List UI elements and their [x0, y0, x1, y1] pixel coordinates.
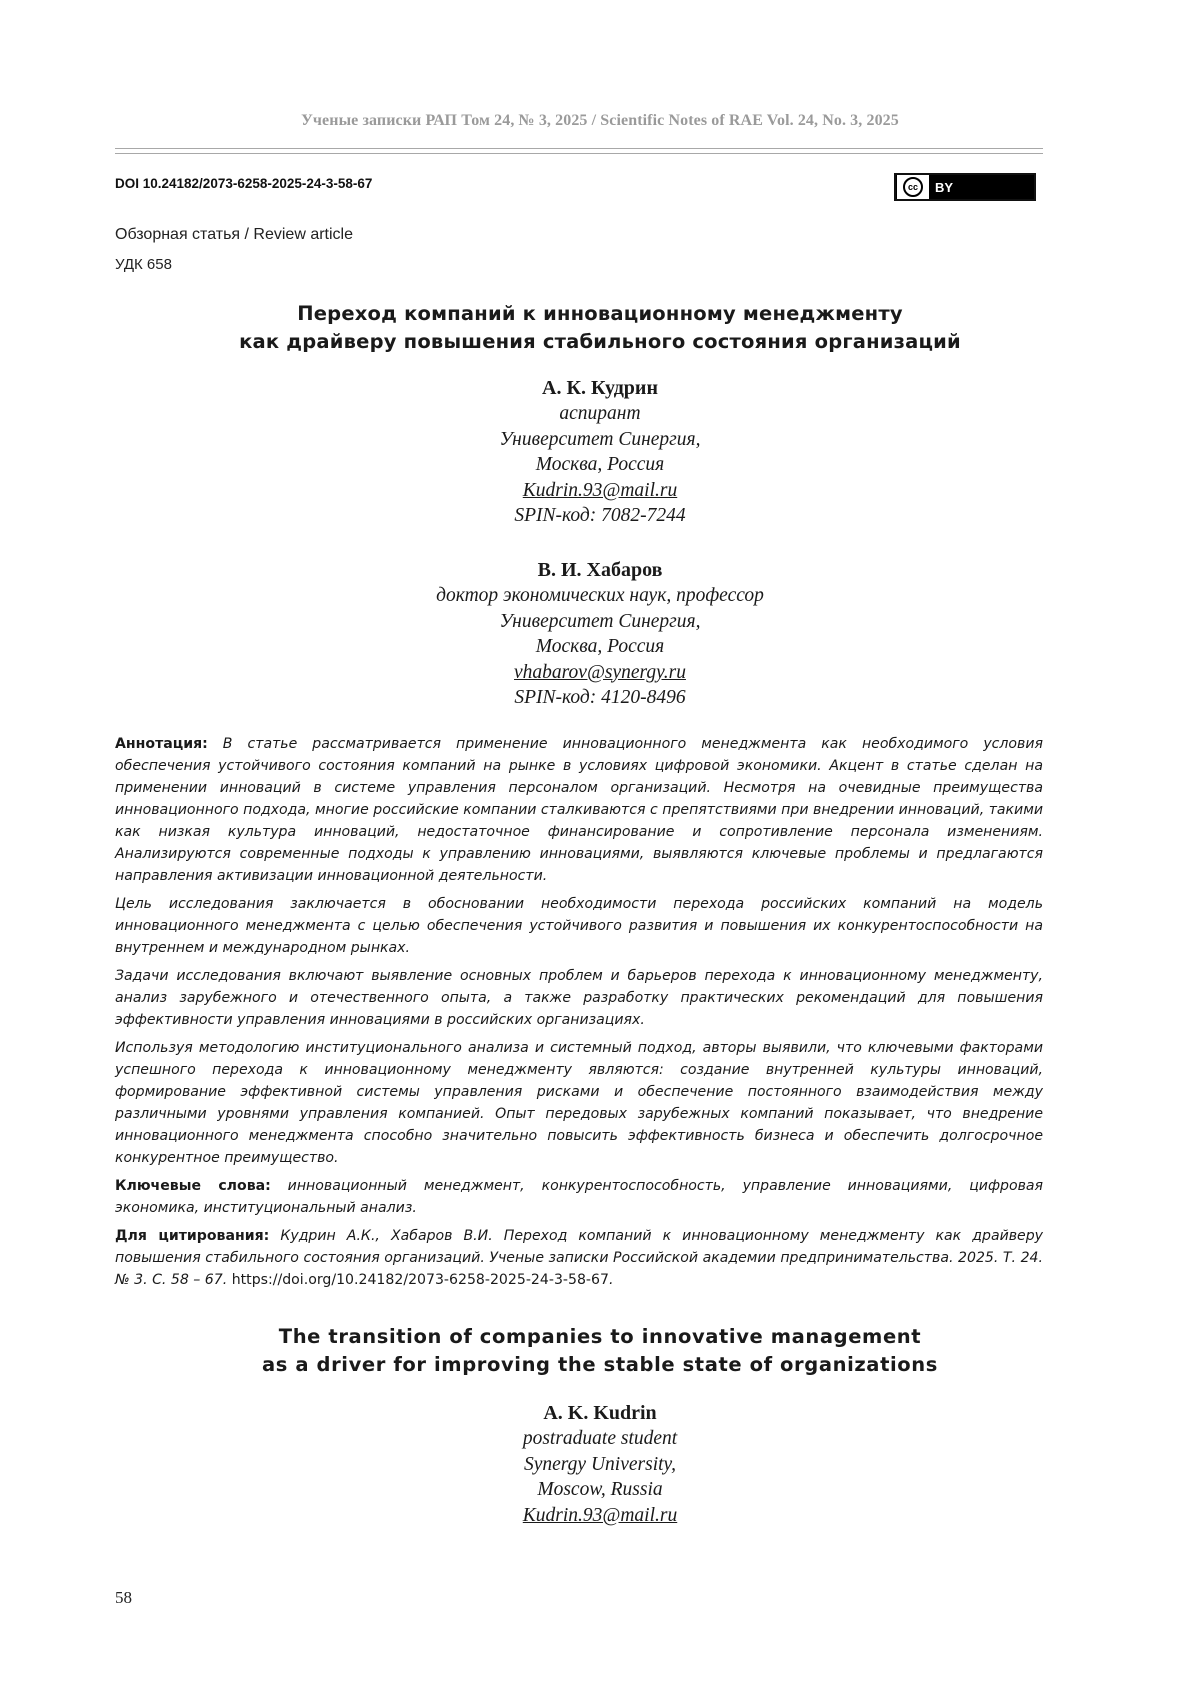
author-email-link[interactable]: Kudrin.93@mail.ru — [522, 1504, 678, 1526]
citation-paragraph — [115, 1225, 1043, 1291]
abstract-section — [115, 733, 1043, 1297]
article-type: Обзорная статья / Review article — [115, 226, 353, 243]
abstract-paragraph — [115, 733, 1043, 887]
header-rule-top — [115, 148, 1043, 149]
keywords-text: инновационный менеджмент, конкурентоспособность, управление инновациями, цифровая экономика, институциональный анализ. — [115, 1178, 1043, 1216]
author-position: доктор экономических наук, профессор — [436, 585, 764, 606]
abstract-goal: Цель исследования заключается в обосновании необходимости перехода российских компаний на модель инновационного менеджмента с целью обеспечения устойчивого развития и повышения их конкурентоспособности на внутреннем и международном рынках. — [115, 896, 1043, 956]
author-spin: SPIN-код: 7082-7244 — [514, 505, 686, 526]
title-en-line-1: The transition of companies to innovative management — [278, 1325, 922, 1348]
author-name: В. И. Хабаров — [537, 559, 663, 581]
author-name: A. K. Kudrin — [543, 1402, 657, 1424]
page-number: 58 — [115, 1588, 132, 1607]
author-spin: SPIN-код: 4120-8496 — [514, 687, 686, 708]
abstract-tasks: Задачи исследования включают выявление основных проблем и барьеров перехода к инновационному менеджменту, анализ зарубежного и отечественного опыта, а также разработку практических рекомендаций для повышения эффективности управления инновациями в российских организациях. — [115, 968, 1043, 1028]
cc-icon: cc — [897, 175, 929, 199]
author-block-1 — [0, 375, 1200, 529]
header-rule-bottom — [115, 153, 1043, 154]
author-city: Москва, Россия — [535, 454, 665, 475]
title-ru-line-2: как драйверу повышения стабильного состояния организаций — [239, 330, 961, 353]
author-position: postraduate student — [522, 1428, 678, 1449]
author-email-link[interactable]: vhabarov@synergy.ru — [514, 661, 686, 683]
author-city: Moscow, Russia — [537, 1479, 663, 1500]
author-city: Москва, Россия — [535, 636, 665, 657]
citation-doi-link[interactable]: https://doi.org/10.24182/2073-6258-2025-24-3-58-67 — [231, 1272, 609, 1288]
citation-text: Кудрин А.К., Хабаров В.И. Переход компаний к инновационному менеджменту как драйверу повышения стабильного состояния организаций. Ученые записки Российской академии предпринимательства. 2025. Т. 24. № 3. С. 58 – 67. — [115, 1228, 1044, 1288]
cc-by-license-badge — [894, 173, 1036, 201]
abstract-text: В статье рассматривается применение инновационного менеджмента как необходимого условия обеспечения устойчивого состояния компаний на рынке в условиях цифровой экономики. Акцент в статье сделан на применении инноваций в системе управления персоналом организаций. Несмотря на очевидные преимущества инновационного подхода, многие российские компании сталкиваются с препятствиями при внедрении инноваций, такими как низкая культура инноваций, недостаточное финансирование и сопротивление персонала изменениям. Анализируются современные подходы к управлению инновациями, выявляются ключевые проблемы и предлагаются направления активизации инновационной деятельности. — [115, 736, 1043, 884]
author-email-link[interactable]: Kudrin.93@mail.ru — [522, 479, 678, 501]
author-organization: Университет Синергия, — [499, 428, 701, 450]
udc-code: УДК 658 — [115, 256, 172, 273]
title-en-line-2: as a driver for improving the stable state of organizations — [262, 1353, 938, 1376]
keywords-paragraph — [115, 1175, 1043, 1219]
abstract-results: Используя методологию институционального анализа и системный подход, авторы выявили, что ключевыми факторами успешного перехода к инновационному менеджменту являются: создание внутренней культуры инноваций, формирование эффективной системы управления рисками и обеспечение постоянного взаимодействия между различными уровнями управления компанией. Опыт передовых зарубежных компаний показывает, что внедрение инновационного менеджмента способно значительно повысить эффективность бизнеса и обеспечить долгосрочное конкурентное преимущество. — [115, 1040, 1043, 1166]
citation-end: . — [608, 1272, 614, 1288]
running-head: Ученые записки РАП Том 24, № 3, 2025 / Scientific Notes of RAE Vol. 24, No. 3, 2025 — [301, 112, 899, 129]
title-ru-line-1: Переход компаний к инновационному менеджменту — [297, 302, 903, 325]
author-organization: Synergy University, — [524, 1453, 676, 1475]
author-name: А. К. Кудрин — [542, 377, 658, 399]
article-title-en — [0, 1323, 1200, 1379]
keywords-label: Ключевые слова: — [115, 1178, 271, 1194]
author-organization: Университет Синергия, — [499, 610, 701, 632]
abstract-label: Аннотация: — [115, 736, 208, 752]
author-position: аспирант — [559, 403, 641, 424]
author-block-2 — [0, 557, 1200, 711]
author-block-en-1 — [0, 1400, 1200, 1528]
citation-label: Для цитирования: — [115, 1228, 270, 1244]
article-title-ru — [0, 300, 1200, 356]
doi: DOI 10.24182/2073-6258-2025-24-3-58-67 — [115, 176, 373, 191]
cc-by-label: BY — [935, 179, 954, 195]
